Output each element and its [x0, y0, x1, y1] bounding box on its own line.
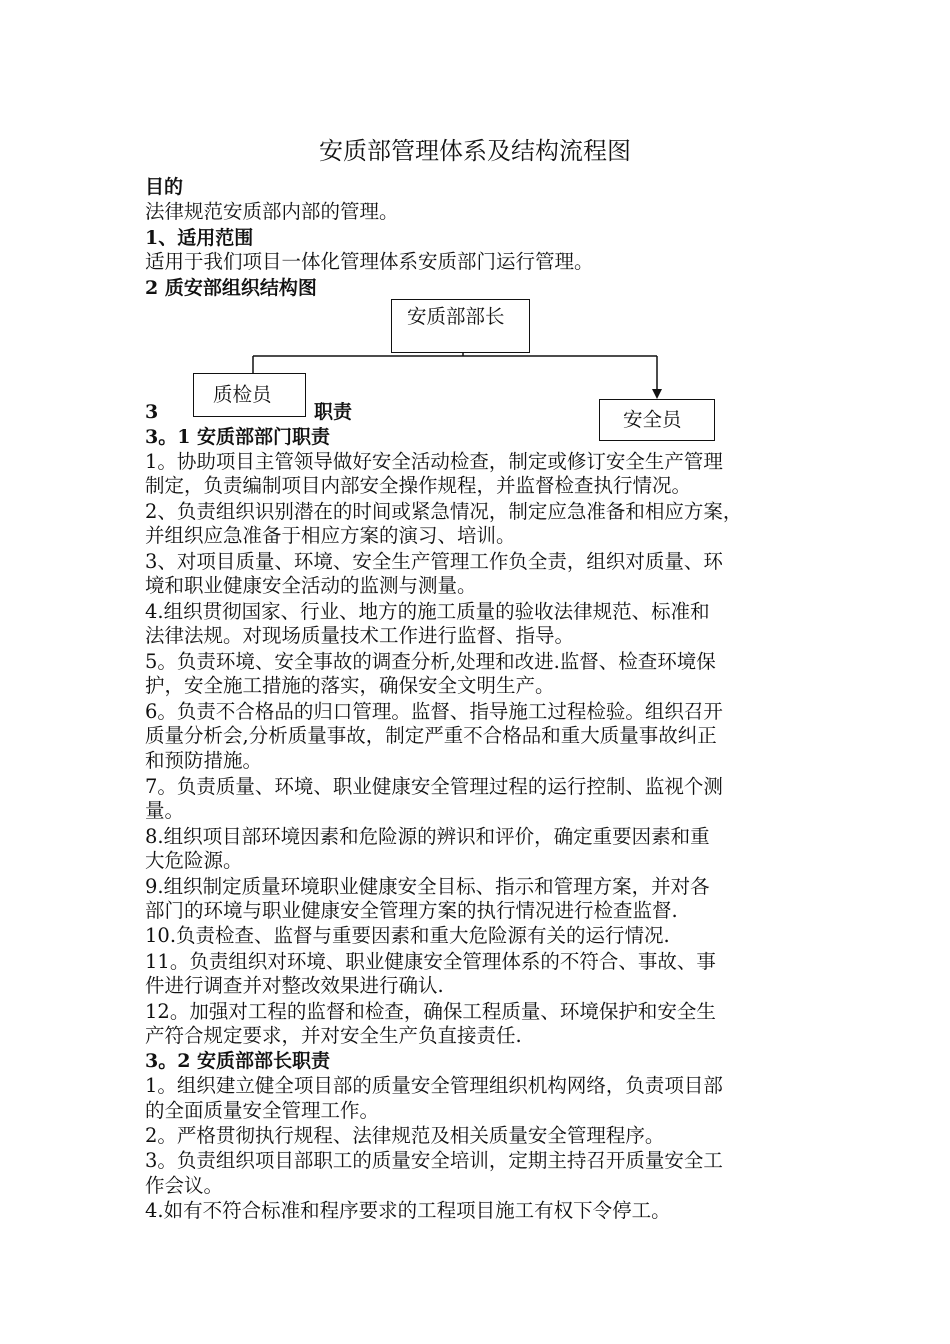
- org-box-safety-officer-label: 安全员: [623, 408, 682, 431]
- duties-heading-number: 3: [145, 401, 159, 423]
- dept-duties-line: 11。负责组织对环境、职业健康安全管理体系的不符合、事故、事: [145, 950, 716, 973]
- dept-duties-line: 法律法规。对现场质量技术工作进行监督、指导。: [145, 624, 575, 647]
- scope-heading: 1、适用范围: [145, 227, 254, 249]
- dept-duties-heading: 3。1 安质部部门职责: [145, 426, 331, 448]
- dept-duties-line: 质量分析会,分析质量事故，制定严重不合格品和重大质量事故纠正: [145, 724, 717, 747]
- dept-duties-line: 境和职业健康安全活动的监测与测量。: [145, 574, 477, 597]
- dept-duties-line: 部门的环境与职业健康安全管理方案的执行情况进行检查监督.: [145, 899, 678, 922]
- dept-duties-line: 和预防措施。: [145, 749, 263, 772]
- dept-duties-line: 大危险源。: [145, 849, 243, 872]
- dept-duties-line: 6。负责不合格品的归口管理。监督、指导施工过程检验。组织召开: [145, 700, 723, 723]
- head-duties-line: 2。严格贯彻执行规程、法律规范及相关质量安全管理程序。: [145, 1124, 665, 1147]
- head-duties-line: 1。组织建立健全项目部的质量安全管理组织机构网络，负责项目部: [145, 1074, 723, 1097]
- dept-duties-line: 10.负责检查、监督与重要因素和重大危险源有关的运行情况.: [145, 924, 670, 947]
- org-box-safety-officer: [599, 399, 715, 441]
- duties-heading-text: 职责: [314, 401, 353, 423]
- dept-duties-line: 量。: [145, 799, 185, 822]
- dept-duties-line: 9.组织制定质量环境职业健康安全目标、指示和管理方案，并对各: [145, 875, 710, 898]
- head-duties-line: 3。负责组织项目部职工的质量安全培训，定期主持召开质量安全工: [145, 1149, 723, 1172]
- dept-duties-line: 5。负责环境、安全事故的调查分析,处理和改进.监督、检查环境保: [145, 650, 716, 673]
- purpose-text: 法律规范安质部内部的管理。: [145, 200, 399, 223]
- org-box-quality-inspector: [193, 373, 306, 417]
- org-box-quality-inspector-label: 质检员: [213, 383, 272, 406]
- org-box-department-head-label: 安质部部长: [407, 305, 505, 328]
- dept-duties-line: 7。负责质量、环境、职业健康安全管理过程的运行控制、监视个测: [145, 775, 723, 798]
- document-title: 安质部管理体系及结构流程图: [319, 137, 631, 165]
- dept-duties-line: 制定，负责编制项目内部安全操作规程，并监督检查执行情况。: [145, 474, 692, 497]
- dept-duties-line: 产符合规定要求，并对安全生产负直接责任.: [145, 1024, 522, 1047]
- head-duties-heading: 3。2 安质部部长职责: [145, 1050, 331, 1072]
- head-duties-line: 的全面质量安全管理工作。: [145, 1099, 380, 1122]
- head-duties-line: 作会议。: [145, 1174, 224, 1197]
- dept-duties-line: 4.组织贯彻国家、行业、地方的施工质量的验收法律规范、标准和: [145, 600, 710, 623]
- dept-duties-line: 12。加强对工程的监督和检查，确保工程质量、环境保护和安全生: [145, 1000, 716, 1023]
- dept-duties-line: 1。协助项目主管领导做好安全活动检查，制定或修订安全生产管理: [145, 450, 723, 473]
- dept-duties-line: 并组织应急准备于相应方案的演习、培训。: [145, 524, 516, 547]
- head-duties-line: 4.如有不符合标准和程序要求的工程项目施工有权下令停工。: [145, 1199, 671, 1222]
- dept-duties-line: 护，安全施工措施的落实，确保安全文明生产。: [145, 674, 555, 697]
- org-box-department-head: [391, 299, 530, 353]
- dept-duties-line: 3、对项目质量、环境、安全生产管理工作负全责，组织对质量、环: [145, 550, 723, 573]
- purpose-heading: 目的: [145, 176, 184, 198]
- scope-text: 适用于我们项目一体化管理体系安质部门运行管理。: [145, 250, 594, 273]
- dept-duties-line: 8.组织项目部环境因素和危险源的辨识和评价，确定重要因素和重: [145, 825, 710, 848]
- dept-duties-line: 件进行调查并对整改效果进行确认.: [145, 974, 444, 997]
- org-chart-heading: 2 质安部组织结构图: [145, 277, 317, 299]
- dept-duties-line: 2、负责组织识别潜在的时间或紧急情况，制定应急准备和相应方案，: [145, 500, 743, 523]
